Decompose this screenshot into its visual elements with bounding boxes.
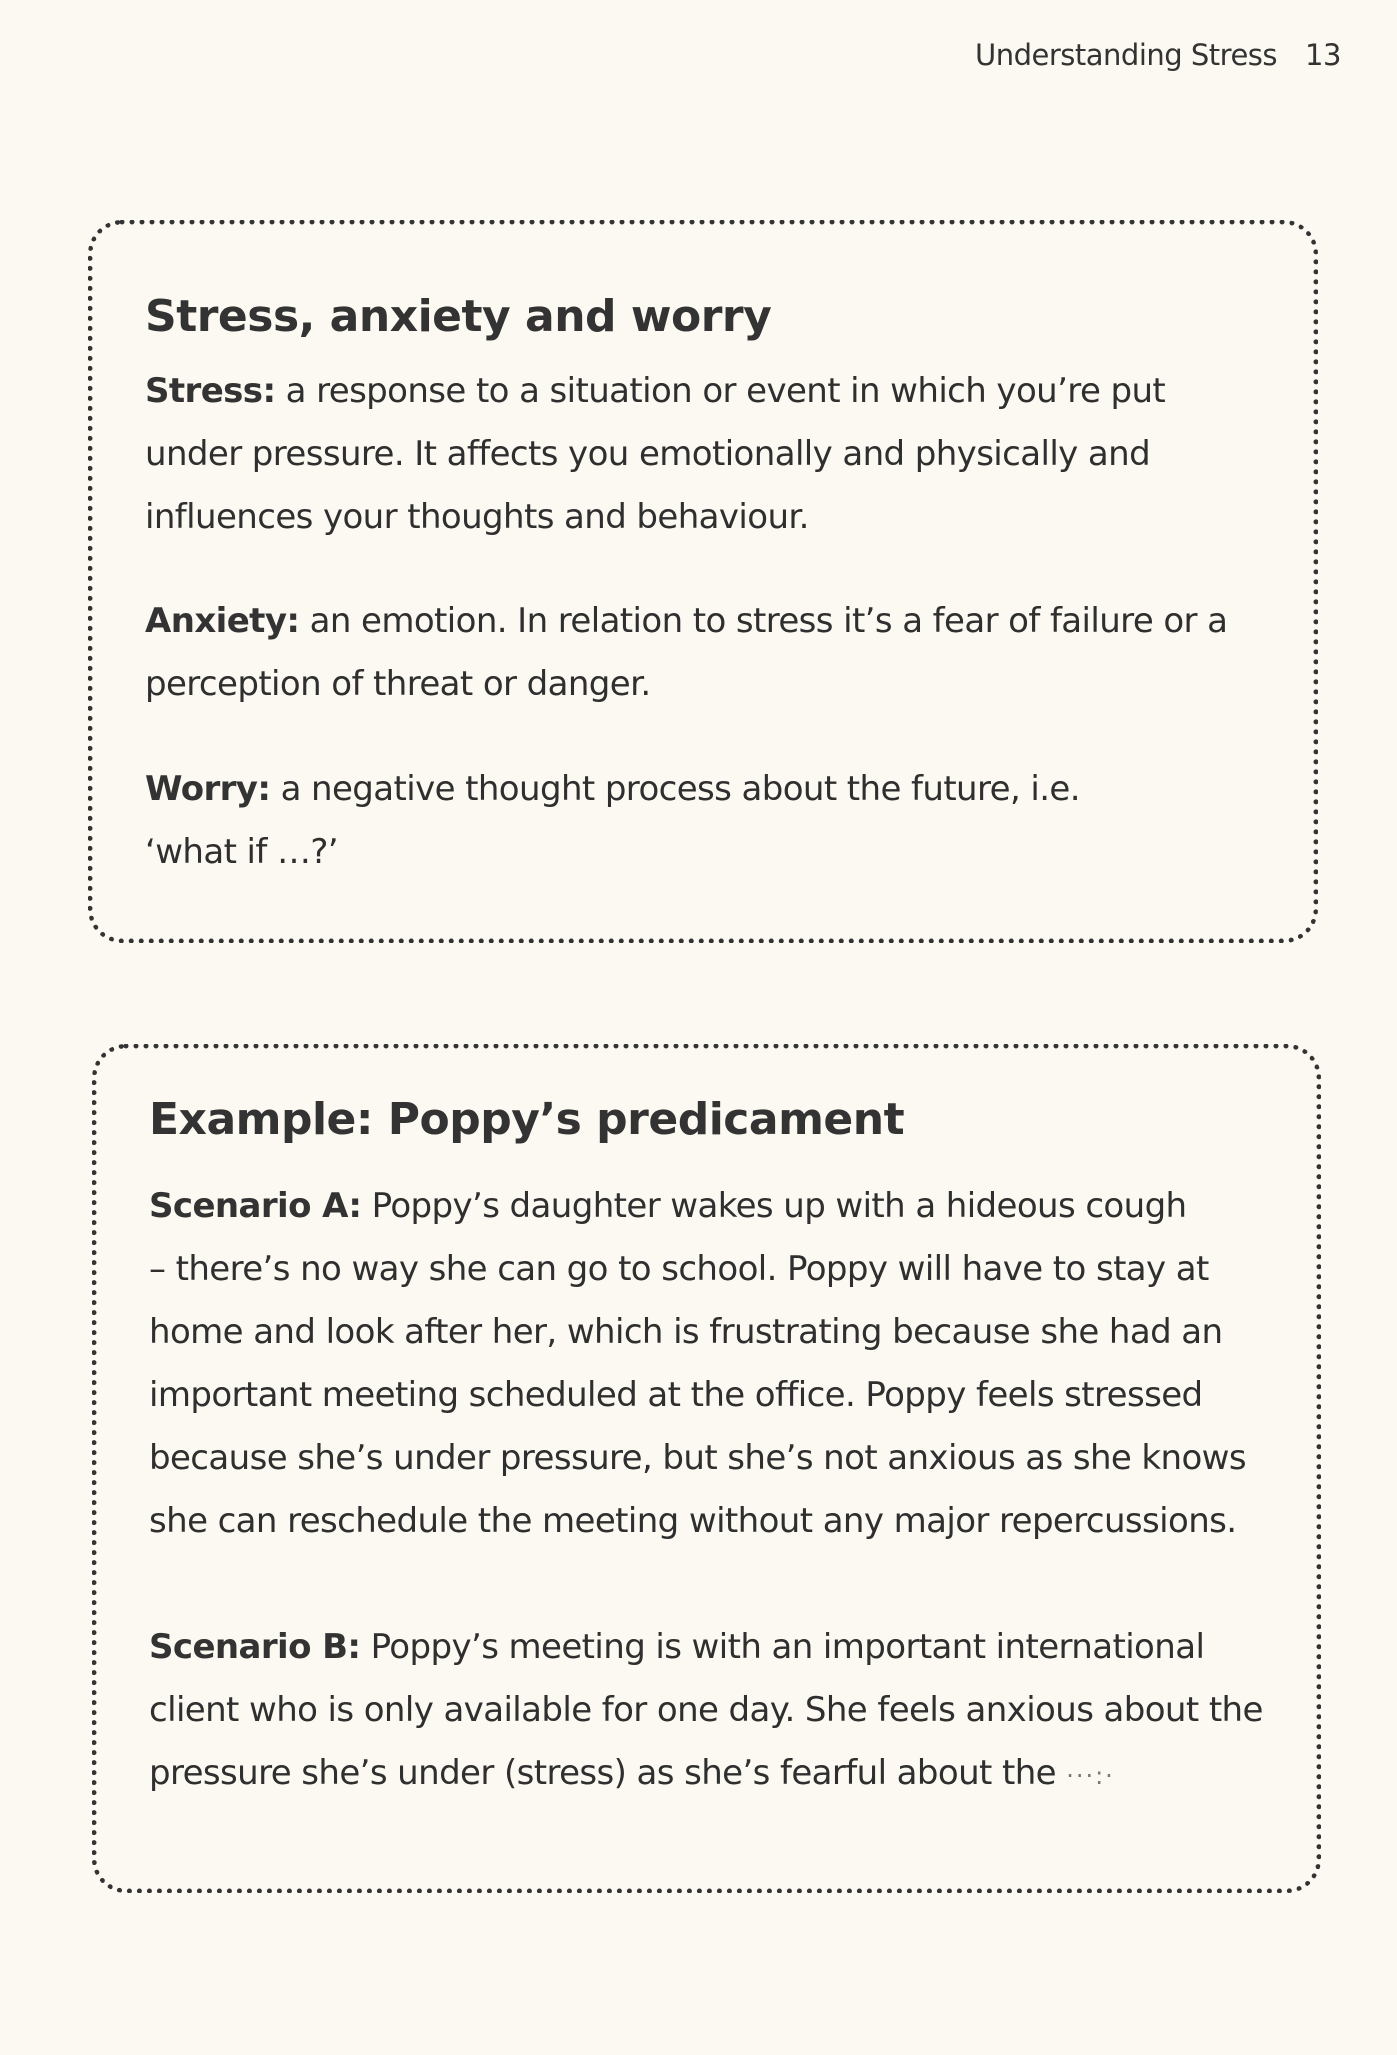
continue-arrow-icon: ···:· xyxy=(1066,1762,1115,1790)
box-title: Example: Poppy’s predicament xyxy=(149,1094,905,1145)
term-label: Stress: xyxy=(145,371,276,411)
definitions-box xyxy=(88,220,1318,943)
term-label: Anxiety: xyxy=(145,601,300,641)
definition-worry xyxy=(145,758,1080,884)
text-line: Poppy’s daughter wakes up with a hideous cough xyxy=(371,1186,1187,1226)
text-line: perception of threat or danger. xyxy=(145,664,651,704)
text-line: important meeting scheduled at the office. Poppy feels stressed xyxy=(149,1375,1203,1415)
page-number: 13 xyxy=(1305,38,1341,72)
text-line: an emotion. In relation to stress it’s a fear of failure or a xyxy=(309,601,1228,641)
text-line: a response to a situation or event in which you’re put xyxy=(285,371,1166,411)
definition-anxiety xyxy=(145,590,1227,716)
text-line: influences your thoughts and behaviour. xyxy=(145,497,809,537)
term-label: Worry: xyxy=(145,769,271,809)
text-line: a negative thought process about the future, i.e. xyxy=(280,769,1080,809)
box-title: Stress, anxiety and worry xyxy=(145,291,772,342)
running-title: Understanding Stress xyxy=(975,38,1278,72)
text-line: – there’s no way she can go to school. Poppy will have to stay at xyxy=(149,1249,1209,1289)
text-line: under pressure. It affects you emotionally and physically and xyxy=(145,434,1151,474)
text-line: client who is only available for one day. She feels anxious about the xyxy=(149,1690,1263,1730)
scenario-label: Scenario B: xyxy=(149,1627,361,1667)
example-box xyxy=(92,1044,1321,1893)
text-line: ‘what if …?’ xyxy=(145,832,339,872)
definition-stress xyxy=(145,360,1165,549)
scenario-b xyxy=(149,1616,1263,1808)
running-head xyxy=(975,38,1341,72)
scenario-a xyxy=(149,1175,1246,1553)
text-line: home and look after her, which is frustrating because she had an xyxy=(149,1312,1223,1352)
text-line: Poppy’s meeting is with an important international xyxy=(370,1627,1205,1667)
text-line: pressure she’s under (stress) as she’s fearful about the xyxy=(149,1753,1056,1793)
text-line: she can reschedule the meeting without any major repercussions. xyxy=(149,1501,1237,1541)
text-line: because she’s under pressure, but she’s not anxious as she knows xyxy=(149,1438,1246,1478)
scenario-label: Scenario A: xyxy=(149,1186,362,1226)
